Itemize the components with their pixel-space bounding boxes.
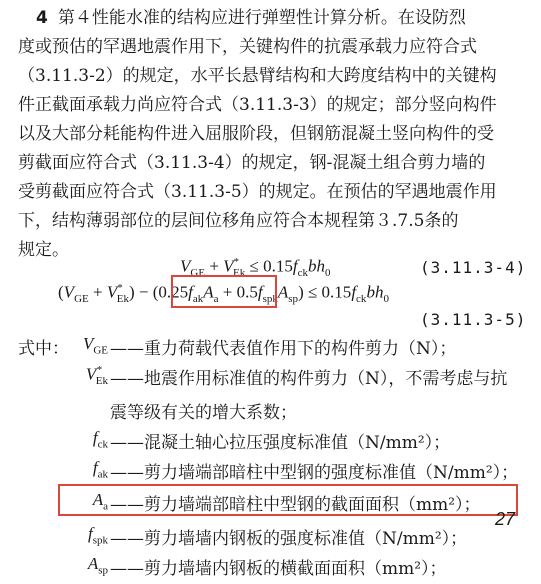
paragraph-line: 件正截面承载力尚应符合式（3.11.3-3）的规定；部分竖向构件 [18,95,497,115]
definition-item [18,524,533,554]
highlight-box-term [171,275,277,308]
definition-item [18,554,533,584]
definition-symbol: $f_{ak}$ [92,458,108,481]
definition-text: ——剪力墙端部暗柱中型钢的强度标准值（N/mm²）； [110,463,519,483]
paragraph-line: （3.11.3-2）的规定，水平长悬臂结构和大跨度结构中的关键构 [18,66,497,86]
highlight-box-definition [58,484,518,516]
paragraph-line: 4 第４性能水准的结构应进行弹塑性计算分析。在设防烈 [36,8,466,28]
definition-symbol: $V_{GE}$ [82,334,108,357]
definition-symbol: $f_{ck}$ [92,428,108,451]
definition-text: ——混凝土轴心拉压强度标准值（N/mm²）； [110,433,451,453]
equation-3-11-3-4: $V_{GE} + V^*_{Ek} \le 0.15f_{ck}bh_0$ [180,256,331,280]
paragraph-line: 规定。 [18,240,69,260]
paragraph-line: 下，结构薄弱部位的层间位移角应符合本规程第３.7.5条的 [18,211,459,231]
definitions-intro: 式中： [18,339,69,359]
definition-text: ——剪力墙端部暗柱中型钢的截面面积（mm²）； [110,495,481,515]
definition-item [18,428,533,458]
definition-text: ——地震作用标准值的构件剪力（N），不需考虑与抗 [110,369,508,389]
definition-text-continued: 震等级有关的增大系数； [110,403,297,423]
paragraph-line: 受剪截面应符合式（3.11.3-5）的规定。在预估的罕遇地震作用 [18,182,497,202]
definition-symbol: $f_{spk}$ [87,524,108,547]
equation-label: (3.11.3-4) [420,258,527,277]
definition-symbol: $A_a$ [92,490,108,513]
definition-symbol: $V^*_{Ek}$ [85,364,108,388]
definition-text: ——剪力墙墙内钢板的横截面面积（mm²）； [110,559,447,579]
definition-item [18,334,533,364]
definition-text: ——重力荷载代表值作用下的构件剪力（N）； [110,339,457,359]
paragraph-line: 剪截面应符合式（3.11.3-4）的规定，钢-混凝土组合剪力墙的 [18,153,486,173]
definition-text: ——剪力墙墙内钢板的强度标准值（N/mm²）； [110,529,468,549]
equation-3-11-3-5: $(V_{GE} + V^*_{Ek}) - (0.25f_{ak}A_a + 0.5f_{spk}A_{sp}) \le 0.15f_{ck}bh_0$ [58,282,389,306]
clause-paragraph [18,4,530,265]
definition-item [18,364,533,424]
paragraph-line: 度或预估的罕遇地震作用下，关键构件的抗震承载力应符合式 [18,37,477,57]
paragraph-line: 以及大部分耗能构件进入屈服阶段，但钢筋混凝土竖向构件的受 [18,124,494,144]
clause-number: 4 [36,8,48,28]
equation-label: (3.11.3-5) [420,310,527,329]
definition-symbol: $A_{sp}$ [87,554,108,577]
page-number: 27 [494,509,515,529]
